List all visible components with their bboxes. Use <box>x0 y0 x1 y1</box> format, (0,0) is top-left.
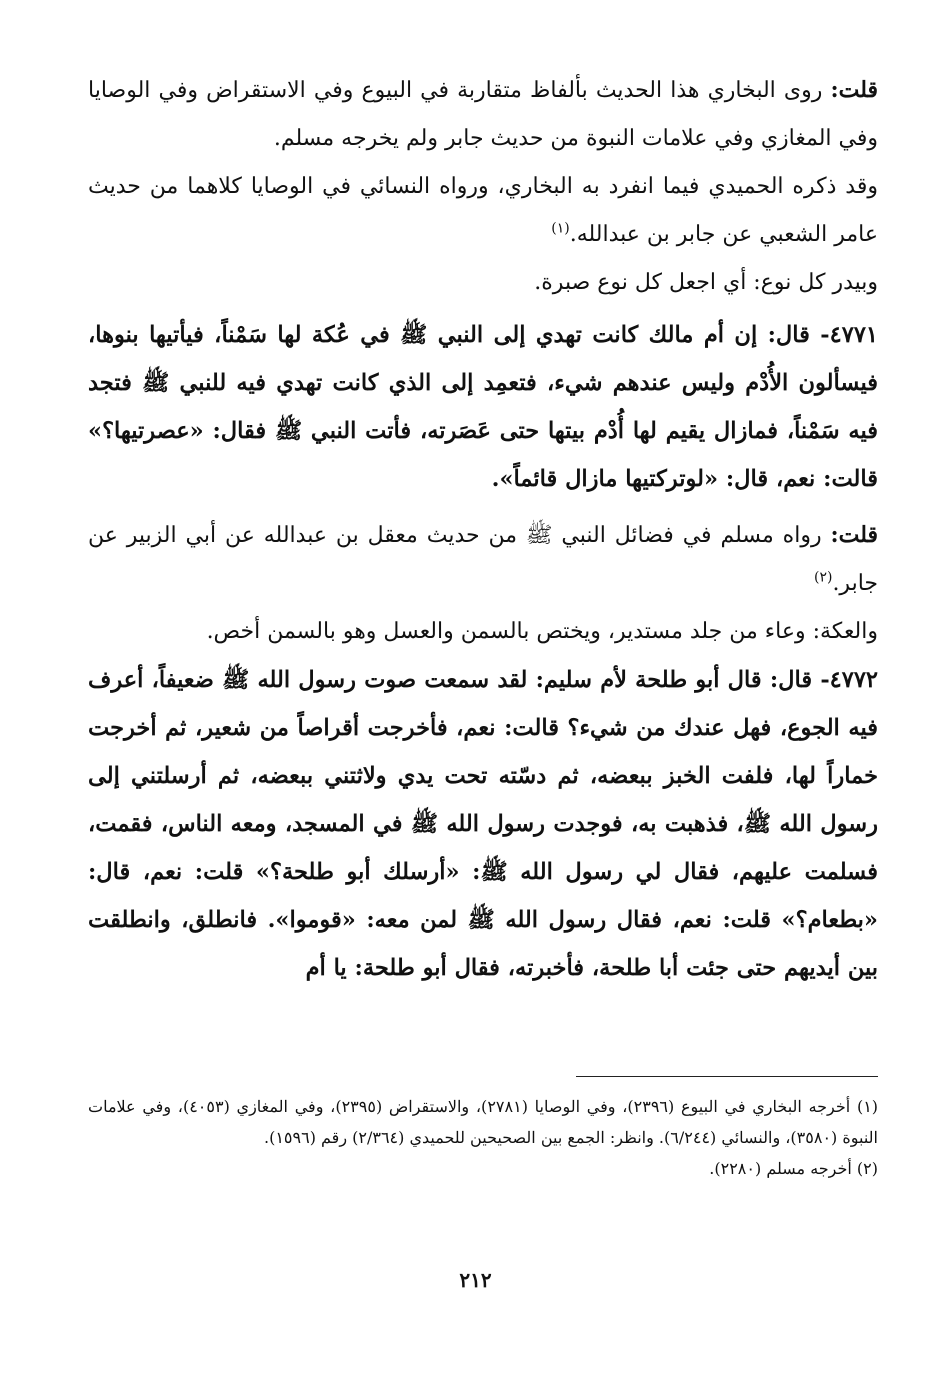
hadith-4771 <box>88 311 878 503</box>
qult-label: قلت: <box>830 77 878 103</box>
footnote-divider <box>576 1076 878 1077</box>
hadith-text: - قال: إن أم مالك كانت تهدي إلى النبي ﷺ في عُكة لها سَمْناً، فيأتيها بنوها، فيسألون الأُدْم وليس عندهم شيء، فتعمِد إلى الذي كانت تهدي فيه للنبي ﷺ فتجد فيه سَمْناً، فمازال يقيم لها أُدْم بيتها حتى عَصَرته، فأتت النبي ﷺ فقال: «عصرتيها؟» قالت: نعم، قال: «لوتركتيها مازال قائماً». <box>88 322 878 492</box>
paragraph-baidar <box>88 259 878 307</box>
hadith-number: ٤٧٧١ <box>829 322 878 348</box>
page-body <box>88 66 878 992</box>
paragraph-okka <box>88 608 878 656</box>
qult-label: قلت: <box>830 522 878 548</box>
paragraph-qult-1 <box>88 66 878 163</box>
footnote-2: (٢) أخرجه مسلم (٢٢٨٠). <box>709 1159 878 1178</box>
footnote-ref-1: (١) <box>551 220 570 237</box>
footnotes <box>88 1076 878 1184</box>
paragraph-text: والعكة: وعاء من جلد مستدير، ويختص بالسمن والعسل وهو بالسمن أخص. <box>206 619 878 644</box>
paragraph-qult-2 <box>88 511 878 608</box>
paragraph-text: وقد ذكره الحميدي فيما انفرد به البخاري، ورواه النسائي في الوصايا كلاهما من حديث عامر الشعبي عن جابر بن عبدالله. <box>88 174 878 247</box>
paragraph-text: وبيدر كل نوع: أي اجعل كل نوع صبرة. <box>534 270 878 295</box>
page-number: ٢١٢ <box>459 1268 492 1292</box>
hadith-text: - قال: قال أبو طلحة لأم سليم: لقد سمعت صوت رسول الله ﷺ ضعيفاً، أعرف فيه الجوع، فهل عندك من شيء؟ قالت: نعم، فأخرجت أقراصاً من شعير، ثم أخرجت خماراً لها، فلفت الخبز ببعضه، ثم دسّته تحت يدي ولاثتني ببعضه، ثم أرسلتني إلى رسول الله ﷺ، فذهبت به، فوجدت رسول الله ﷺ في المسجد، ومعه الناس، فقمت، فسلمت عليهم، فقال لي رسول الله ﷺ: «أرسلك أبو طلحة؟» قلت: نعم، قال: «بطعام؟» قلت: نعم، فقال رسول الله ﷺ لمن معه: «قوموا». فانطلق، وانطلقت بين أيديهم حتى جئت أبا طلحة، فأخبرته، فقال أبو طلحة: يا أم <box>88 667 878 981</box>
paragraph-text: روى البخاري هذا الحديث بألفاظ متقاربة في البيوع وفي الاستقراض وفي الوصايا وفي المغازي وفي علامات النبوة من حديث جابر ولم يخرجه مسلم. <box>88 78 878 151</box>
paragraph-text: رواه مسلم في فضائل النبي ﷺ من حديث معقل بن عبدالله عن أبي الزبير عن جابر. <box>88 523 878 596</box>
hadith-4772 <box>88 656 878 992</box>
paragraph-humaidi <box>88 163 878 259</box>
hadith-number: ٤٧٧٢ <box>829 667 878 693</box>
footnote-ref-2: (٢) <box>813 569 833 586</box>
footnote-1: (١) أخرجه البخاري في البيوع (٢٣٩٦)، وفي الوصايا (٢٧٨١)، والاستقراض (٢٣٩٥)، وفي المغازي (٤٠٥٣)، وفي علامات النبوة (٣٥٨٠)، والنسائي (٦/٢٤٤). وانظر: الجمع بين الصحيحين للحميدي (٢/٣٦٤) رقم (١٥٩٦). <box>88 1097 879 1147</box>
